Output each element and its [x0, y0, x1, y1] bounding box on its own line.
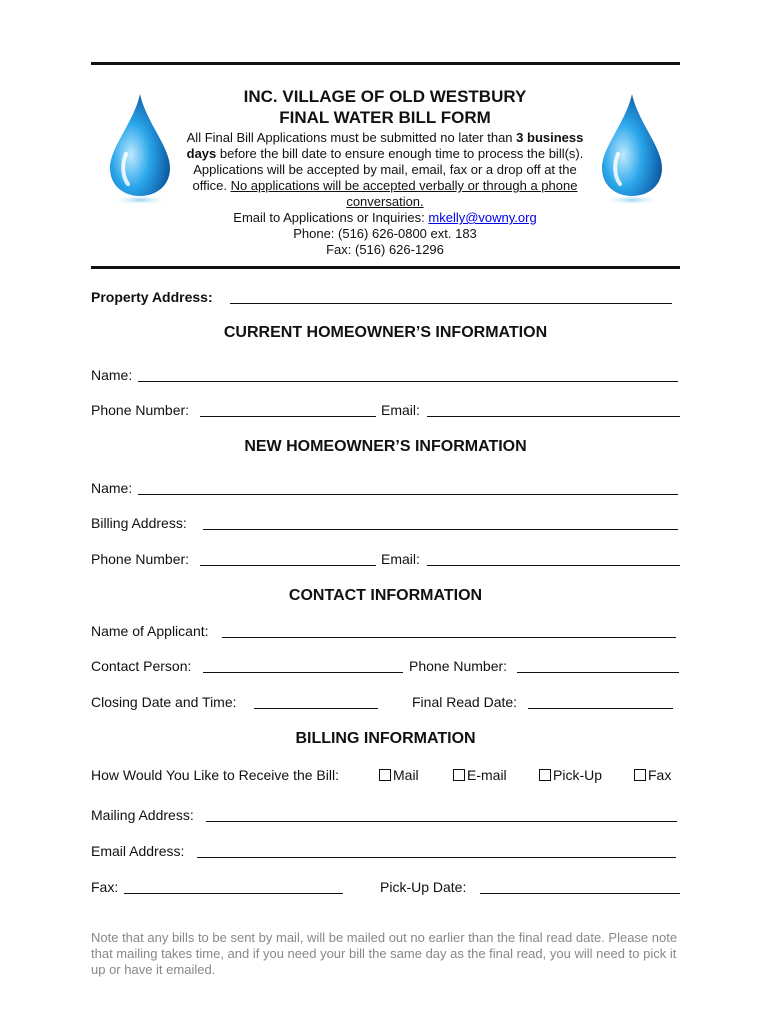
- fax-text: Fax: (516) 626-1296: [326, 242, 444, 257]
- checkbox-box: [453, 769, 465, 781]
- footer-note: Note that any bills to be sent by mail, will be mailed out no earlier than the final read date. Please note that mailing takes time, and if you need your bill the same day as the final read, you will need to pick it up or have it emailed.: [91, 930, 678, 977]
- property-address-label: Property Address:: [91, 289, 213, 305]
- email-address-row: Email Address:: [91, 840, 680, 862]
- current-homeowner-heading: CURRENT HOMEOWNER’S INFORMATION: [223, 324, 548, 341]
- closing-row: Closing Date and Time: Final Read Date:: [91, 691, 680, 713]
- contact-phone-field[interactable]: [517, 672, 679, 673]
- title-line-1: INC. VILLAGE OF OLD WESTBURY: [243, 87, 527, 106]
- email-link[interactable]: mkelly@vowny.org: [428, 210, 537, 225]
- water-drop-icon: [106, 92, 174, 212]
- checkbox-box: [539, 769, 551, 781]
- applicant-row: Name of Applicant:: [91, 620, 680, 642]
- applicant-field[interactable]: [222, 637, 676, 638]
- billing-heading: BILLING INFORMATION: [295, 730, 476, 747]
- current-email-field[interactable]: [427, 416, 680, 417]
- phone-text: Phone: (516) 626-0800 ext. 183: [293, 226, 477, 241]
- final-read-date-field[interactable]: [528, 708, 673, 709]
- contact-heading: CONTACT INFORMATION: [288, 587, 483, 604]
- current-name-row: Name:: [91, 364, 680, 386]
- current-name-field[interactable]: [138, 381, 678, 382]
- property-address-row: [91, 286, 680, 308]
- mail-checkbox[interactable]: Mail: [379, 764, 419, 786]
- closing-date-field[interactable]: [254, 708, 378, 709]
- new-email-field[interactable]: [427, 565, 680, 566]
- checkbox-box: [634, 769, 646, 781]
- new-billing-field[interactable]: [203, 529, 678, 530]
- new-phone-field[interactable]: [200, 565, 376, 566]
- header-bottom-rule: [91, 266, 680, 269]
- email-checkbox[interactable]: E-mail: [453, 764, 507, 786]
- title-line-2: FINAL WATER BILL FORM: [279, 108, 491, 127]
- current-phone-field[interactable]: [200, 416, 376, 417]
- water-drop-icon: [598, 92, 666, 212]
- mailing-address-row: Mailing Address:: [91, 804, 680, 826]
- contact-person-field[interactable]: [203, 672, 403, 673]
- fax-checkbox[interactable]: Fax: [634, 764, 671, 786]
- property-address-field[interactable]: [230, 303, 672, 304]
- new-name-row: Name:: [91, 477, 680, 499]
- new-name-field[interactable]: [138, 494, 678, 495]
- new-contact-row: Phone Number: Email:: [91, 548, 680, 570]
- mailing-address-field[interactable]: [206, 821, 677, 822]
- new-homeowner-heading: NEW HOMEOWNER’S INFORMATION: [244, 438, 527, 455]
- email-address-field[interactable]: [197, 857, 676, 858]
- form-header: [180, 86, 590, 258]
- new-billing-row: Billing Address:: [91, 512, 680, 534]
- pickup-checkbox[interactable]: Pick-Up: [539, 764, 602, 786]
- top-rule: [91, 62, 680, 65]
- current-contact-row: Phone Number: Email:: [91, 399, 680, 421]
- pickup-date-field[interactable]: [480, 893, 680, 894]
- contact-person-row: Contact Person: Phone Number:: [91, 655, 680, 677]
- receive-bill-row: How Would You Like to Receive the Bill: Mail E-mail Pick-Up Fax: [91, 764, 680, 786]
- fax-field[interactable]: [124, 893, 343, 894]
- fax-pickup-row: Fax: Pick-Up Date:: [91, 876, 680, 898]
- checkbox-box: [379, 769, 391, 781]
- intro-paragraph: All Final Bill Applications must be submitted no later than 3 business days before the bill date to ensure enough time to process the bill(s). Applications will be accepted by mail, email, fax or a drop off at the office. No applications will be accepted verbally or through a phone conversation. Email to Applications or Inquiries: mkelly@vowny.org Phone: (516) 626-0800 ext. 183 Fax: (516) 626-1296: [186, 130, 584, 257]
